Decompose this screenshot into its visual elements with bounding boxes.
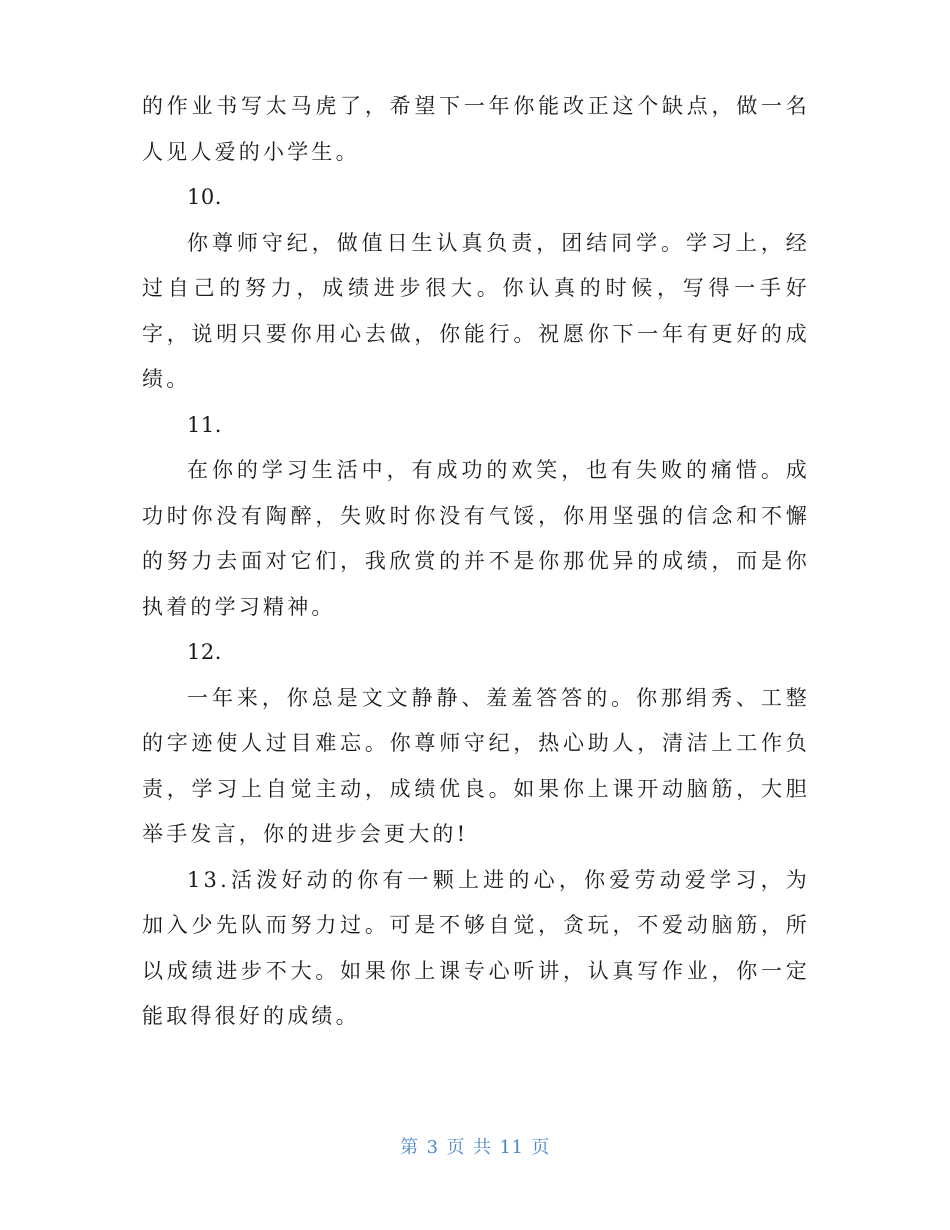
- paragraph-comment-11: 在你的学习生活中，有成功的欢笑，也有失败的痛惜。成功时你没有陶醉，失败时你没有气馁，你用坚强的信念和不懈的努力去面对它们，我欣赏的并不是你那优异的成绩，而是你执着的学习精神。: [142, 458, 810, 619]
- paragraph-continued: 的作业书写太马虎了，希望下一年你能改正这个缺点，做一名人见人爱的小学生。: [142, 94, 810, 164]
- footer-total-pages: 11: [499, 1137, 524, 1158]
- footer-current-page: 3: [426, 1137, 439, 1158]
- page-footer: [0, 1133, 950, 1159]
- item-number-11: 11.: [187, 412, 222, 437]
- paragraph-comment-12: 一年来，你总是文文静静、羞羞答答的。你那绢秀、工整的字迹使人过目难忘。你尊师守纪，热心助人，清洁上工作负责，学习上自觉主动，成绩优良。如果你上课开动脑筋，大胆举手发言，你的进步会更大的!: [142, 685, 810, 846]
- document-body: [142, 84, 810, 1040]
- footer-suffix: 页: [531, 1137, 550, 1158]
- paragraph-comment-13: 13.活泼好动的你有一颗上进的心，你爱劳动爱学习，为加入少先队而努力过。可是不够自觉，贪玩，不爱动脑筋，所以成绩进步不大。如果你上课专心听讲，认真写作业，你一定能取得很好的成绩。: [142, 867, 810, 1028]
- footer-prefix: 第: [400, 1137, 419, 1158]
- footer-total-word: 共: [473, 1137, 492, 1158]
- item-number-10: 10.: [187, 185, 222, 209]
- item-number-12: 12.: [187, 640, 222, 664]
- paragraph-comment-10: 你尊师守纪，做值日生认真负责，团结同学。学习上，经过自己的努力，成绩进步很大。你认真的时候，写得一手好字，说明只要你用心去做，你能行。祝愿你下一年有更好的成绩。: [142, 230, 810, 391]
- footer-page-word: 页: [446, 1137, 466, 1158]
